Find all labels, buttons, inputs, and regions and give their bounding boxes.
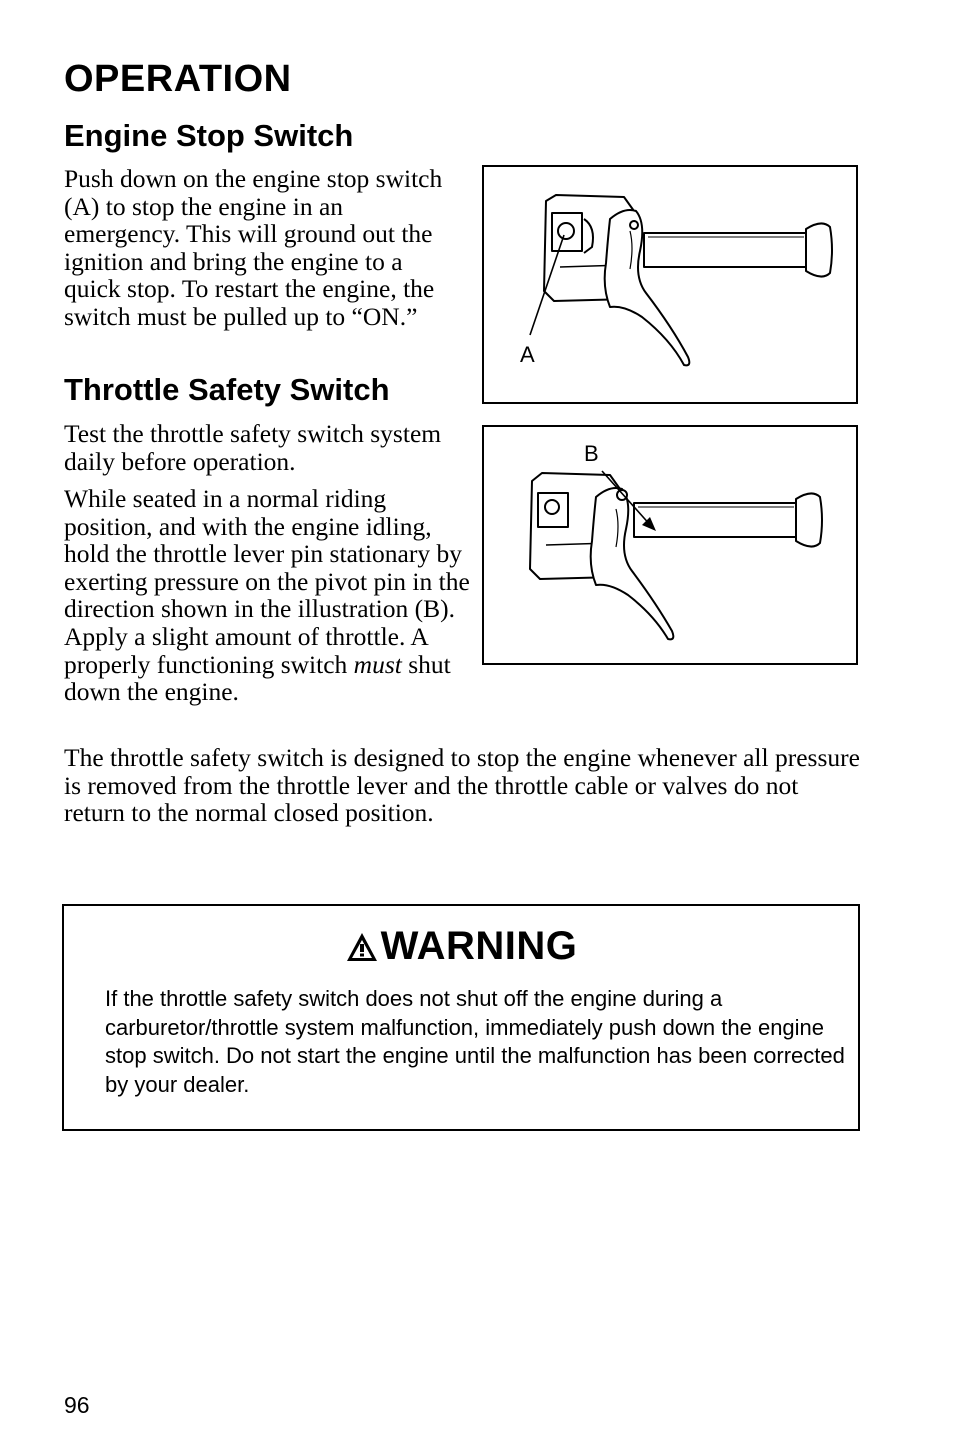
engine-stop-switch-illustration bbox=[482, 165, 858, 404]
throttle-safety-paragraph-1: Test the throttle safety switch system daily before operation. bbox=[64, 419, 442, 476]
callout-label-a: A bbox=[520, 342, 535, 367]
paragraph-text-start: While seated in a normal riding position, and with the engine idling, hold the throttle lever pin stationary by exerting pressure on the pivot pin in the direction shown in the illustration (B). Apply a slight amount of throttle. A properly functioning switch bbox=[64, 484, 470, 679]
warning-heading bbox=[64, 924, 858, 969]
throttle-safety-heading: Throttle Safety Switch bbox=[64, 372, 390, 407]
engine-stop-heading: Engine Stop Switch bbox=[64, 118, 354, 153]
engine-stop-paragraph: Push down on the engine stop switch (A) to stop the engine in an emergency. This will ground out the ignition and bring the engine to a quick stop. To restart the engine, the switch must be pulled up to “ON.” bbox=[64, 164, 443, 331]
section-title: OPERATION bbox=[64, 58, 292, 100]
throttle-safety-paragraph-3: The throttle safety switch is designed to stop the engine whenever all pressure is removed from the throttle lever and the throttle cable or valves do not return to the normal closed position. bbox=[64, 743, 860, 828]
warning-text: If the throttle safety switch does not shut off the engine during a carburetor/throttle system malfunction, immediately push down the engine stop switch. Do not start the engine until the malfunction has been corrected by your dealer. bbox=[105, 986, 845, 1097]
throttle-safety-illustration bbox=[482, 425, 858, 665]
warning-triangle-icon bbox=[345, 931, 379, 963]
throttle-safety-paragraph-2 bbox=[64, 485, 474, 706]
handlebar-drawing-b bbox=[484, 427, 860, 667]
callout-label-b: B bbox=[584, 441, 599, 466]
warning-box bbox=[62, 904, 860, 1131]
page-number: 96 bbox=[64, 1392, 90, 1418]
warning-title: WARNING bbox=[380, 924, 578, 968]
handlebar-drawing-a bbox=[484, 167, 860, 406]
emphasis-must: must bbox=[353, 649, 402, 679]
paragraph-text-end: shut down the engine. bbox=[64, 649, 451, 707]
